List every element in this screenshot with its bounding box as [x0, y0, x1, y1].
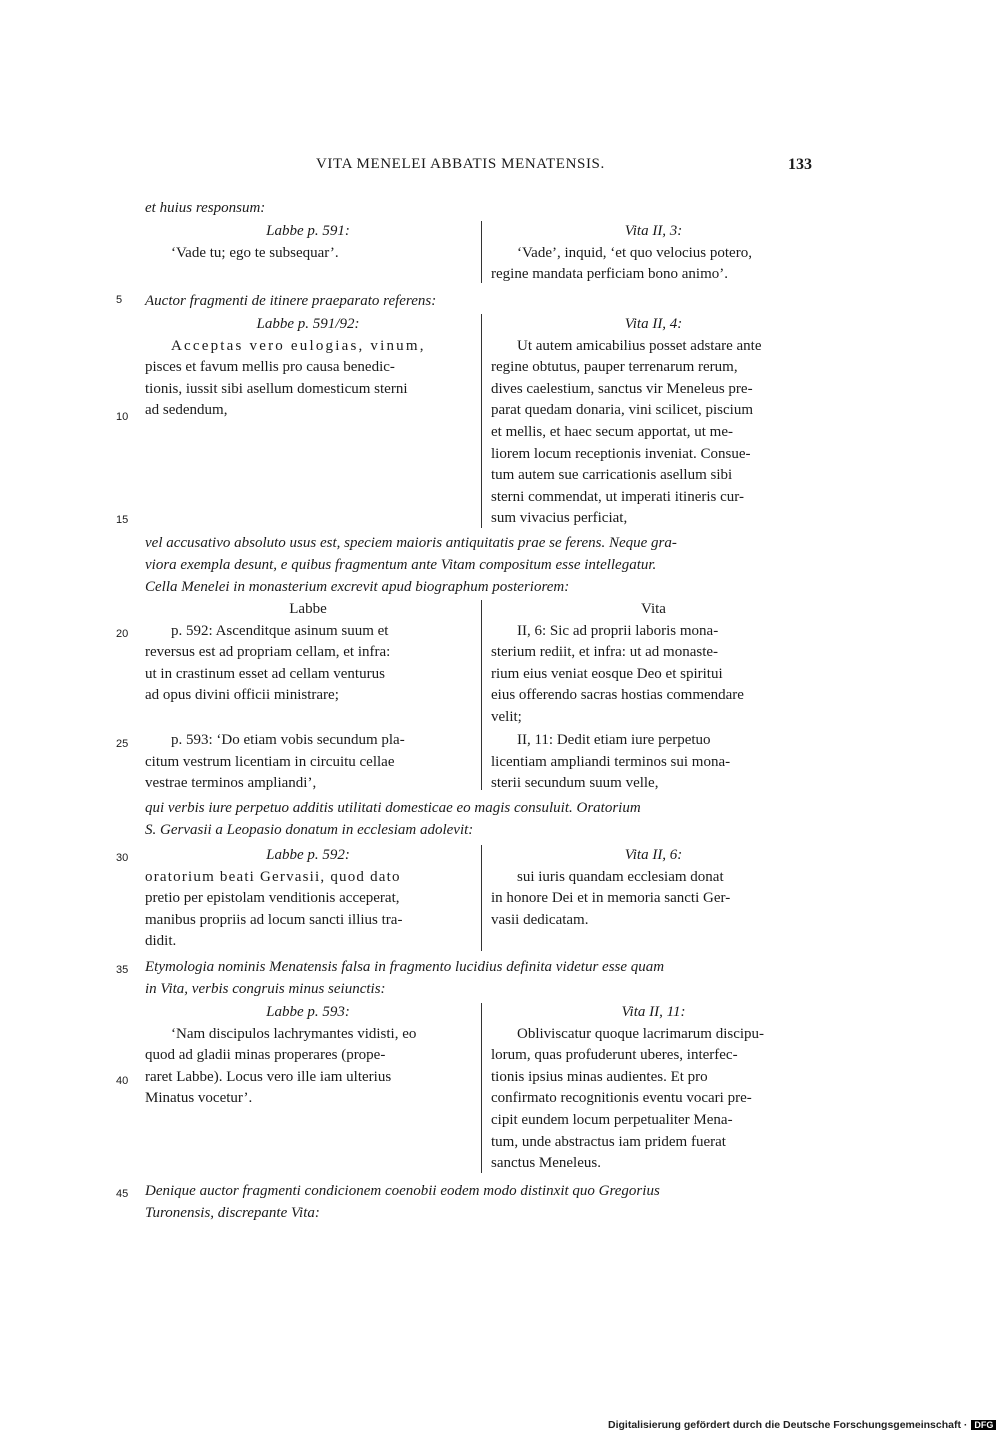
line-number: 30: [116, 852, 129, 864]
text-line: tum, unde abstractus iam pridem fuerat: [491, 1133, 726, 1150]
column-heading: Labbe p. 593:: [266, 1004, 350, 1020]
right-column: [491, 1002, 816, 1175]
text-line: parat quedam donaria, vini scilicet, piscium: [491, 402, 754, 419]
commentary-paragraph: [145, 797, 816, 841]
text-line: regine mandata perficiam bono animo’.: [491, 266, 728, 283]
text-line: tionis ipsius minas audientes. Et pro: [491, 1068, 708, 1085]
running-head: VITA MENELEI ABBATIS MENATENSIS.: [316, 156, 605, 172]
text-line: Ut autem amicabilius posset adstare ante: [517, 337, 762, 354]
text-line: Denique auctor fragmenti condicionem coenobii eodem modo distinxit quo Gregorius: [145, 1183, 660, 1199]
section-intro: Auctor fragmenti de itinere praeparato referens:: [145, 293, 437, 309]
column-divider: [481, 1003, 482, 1173]
column-heading: Labbe p. 592:: [266, 847, 350, 863]
text-line: ut in crastinum esset ad cellam venturus: [145, 665, 385, 682]
text-line: sterii secundum suum velle,: [491, 775, 659, 792]
column-heading: Vita: [641, 601, 666, 617]
left-column: [145, 730, 471, 795]
left-column: [145, 845, 471, 953]
right-column: [491, 599, 816, 729]
text-line: licentiam ampliandi terminos sui mona-: [491, 753, 731, 770]
page-number: 133: [788, 156, 812, 173]
column-heading: Vita II, 3:: [624, 223, 683, 239]
text-line: ad sedendum,: [145, 402, 228, 419]
text-line: S. Gervasii a Leopasio donatum in ecclesiam adolevit:: [145, 822, 474, 838]
text-line: cipit eundem locum perpetualiter Mena-: [491, 1111, 733, 1128]
text-line: Cella Menelei in monasterium excrevit apud biographum posteriorem:: [145, 579, 570, 595]
credit-text: Digitalisierung gefördert durch die Deutsche Forschungsgemeinschaft ·: [608, 1419, 968, 1431]
text-line: Etymologia nominis Menatensis falsa in fragmento lucidius definita videtur esse quam: [145, 959, 665, 975]
column-heading: Labbe: [289, 601, 327, 617]
column-heading: Labbe p. 591/92:: [256, 316, 360, 332]
text-line: vel accusativo absoluto usus est, speciem maioris antiquitatis prae se ferens. Neque gra-: [145, 535, 677, 551]
text-line: reversus est ad propriam cellam, et infra:: [145, 644, 391, 661]
right-column: [491, 314, 816, 530]
text-line: ad opus divini officii ministrare;: [145, 687, 339, 704]
text-line: tum autem sue carricationis asellum sibi: [491, 467, 733, 484]
text-line: vasii dedicatam.: [491, 911, 589, 928]
text-line: sum vivacius perficiat,: [491, 510, 628, 527]
line-number: 20: [116, 628, 129, 640]
text-line: Turonensis, discrepante Vita:: [145, 1205, 320, 1221]
text-line: eius offerendo sacras hostias commendare: [491, 687, 744, 704]
text-line: tionis, iussit sibi asellum domesticum sterni: [145, 380, 408, 397]
text-line: sanctus Meneleus.: [491, 1155, 601, 1172]
text-line: p. 593: ‘Do etiam vobis secundum pla-: [171, 732, 405, 748]
text-line: rium eius veniat eosque Deo et spiritui: [491, 665, 723, 682]
commentary-paragraph: [145, 1180, 816, 1224]
text-line: liorem locum receptionis inveniat. Consue-: [491, 445, 751, 462]
line-number: 45: [116, 1188, 129, 1200]
dfg-logo: DFG: [971, 1420, 996, 1430]
section-intro: et huius responsum:: [145, 200, 266, 216]
column-heading: Vita II, 11:: [621, 1004, 686, 1020]
text-line: ‘Vade tu; ego te subsequar’.: [171, 244, 339, 261]
text-line: dives caelestium, sanctus vir Meneleus pre-: [491, 380, 753, 397]
text-line: lorum, quas profuderunt uberes, interfec-: [491, 1047, 738, 1064]
text-line: didit.: [145, 933, 177, 950]
text-line: Acceptas vero eulogias, vinum,: [171, 337, 426, 354]
text-line: pisces et favum mellis pro causa benedic-: [145, 359, 395, 376]
text-line: pretio per epistolam venditionis acceperat,: [145, 890, 400, 907]
text-line: sterium rediit, et infra: ut ad monaste-: [491, 644, 719, 661]
left-column: [145, 314, 471, 422]
text-line: in honore Dei et in memoria sancti Ger-: [491, 890, 731, 907]
line-number: 35: [116, 964, 129, 976]
digitization-credit: [608, 1419, 996, 1431]
column-heading: Vita II, 6:: [624, 847, 683, 863]
text-line: viora exempla desunt, e quibus fragmentum ante Vitam compositum esse intellegatur.: [145, 557, 657, 573]
column-heading: Vita II, 4:: [624, 316, 683, 332]
line-number: 25: [116, 738, 129, 750]
right-column: [491, 221, 816, 286]
text-line: et mellis, et haec secum apportat, ut me-: [491, 423, 733, 440]
text-line: Obliviscatur quoque lacrimarum discipu-: [517, 1025, 765, 1042]
column-divider: [481, 221, 482, 283]
text-line: regine obtutus, pauper terrenarum rerum,: [491, 359, 738, 376]
text-line: sui iuris quandam ecclesiam donat: [517, 868, 724, 885]
text-line: sterni commendat, ut imperati itineris cur-: [491, 488, 744, 505]
text-line: II, 11: Dedit etiam iure perpetuo: [517, 732, 711, 748]
text-line: p. 592: Ascenditque asinum suum et: [171, 622, 389, 639]
left-column: [145, 221, 471, 264]
text-line: II, 6: Sic ad proprii laboris mona-: [517, 622, 719, 639]
text-line: raret Labbe). Locus vero ille iam ulterius: [145, 1068, 392, 1085]
text-line: quod ad gladii minas properares (prope-: [145, 1047, 386, 1064]
text-line: in Vita, verbis congruis minus seiunctis:: [145, 981, 386, 997]
text-line: manibus propriis ad locum sancti illius tra-: [145, 911, 403, 928]
text-line: ‘Vade’, inquid, ‘et quo velocius potero,: [517, 244, 752, 261]
line-number: 10: [116, 411, 129, 423]
text-line: citum vestrum licentiam in circuitu cellae: [145, 753, 395, 770]
text-line: velit;: [491, 708, 522, 725]
line-number: 40: [116, 1075, 129, 1087]
commentary-paragraph: [145, 956, 816, 1000]
text-line: Minatus vocetur’.: [145, 1090, 253, 1107]
line-number: 15: [116, 514, 129, 526]
text-line: ‘Nam discipulos lachrymantes vidisti, eo: [171, 1025, 417, 1042]
commentary-paragraph: [145, 532, 816, 598]
text-line: vestrae terminos ampliandi’,: [145, 775, 317, 792]
text-line: confirmato recognitionis eventu vocari pre-: [491, 1090, 752, 1107]
text-line: qui verbis iure perpetuo additis utilitati domesticae eo magis consuluit. Oratorium: [145, 800, 641, 816]
left-column: [145, 1002, 471, 1110]
line-number: 5: [116, 294, 123, 306]
column-divider: [481, 314, 482, 528]
right-column: [491, 845, 816, 931]
left-column: [145, 599, 471, 707]
right-column: [491, 730, 816, 795]
column-divider: [481, 600, 482, 790]
column-divider: [481, 845, 482, 951]
text-line: oratorium beati Gervasii, quod dato: [145, 868, 401, 885]
column-heading: Labbe p. 591:: [266, 223, 350, 239]
